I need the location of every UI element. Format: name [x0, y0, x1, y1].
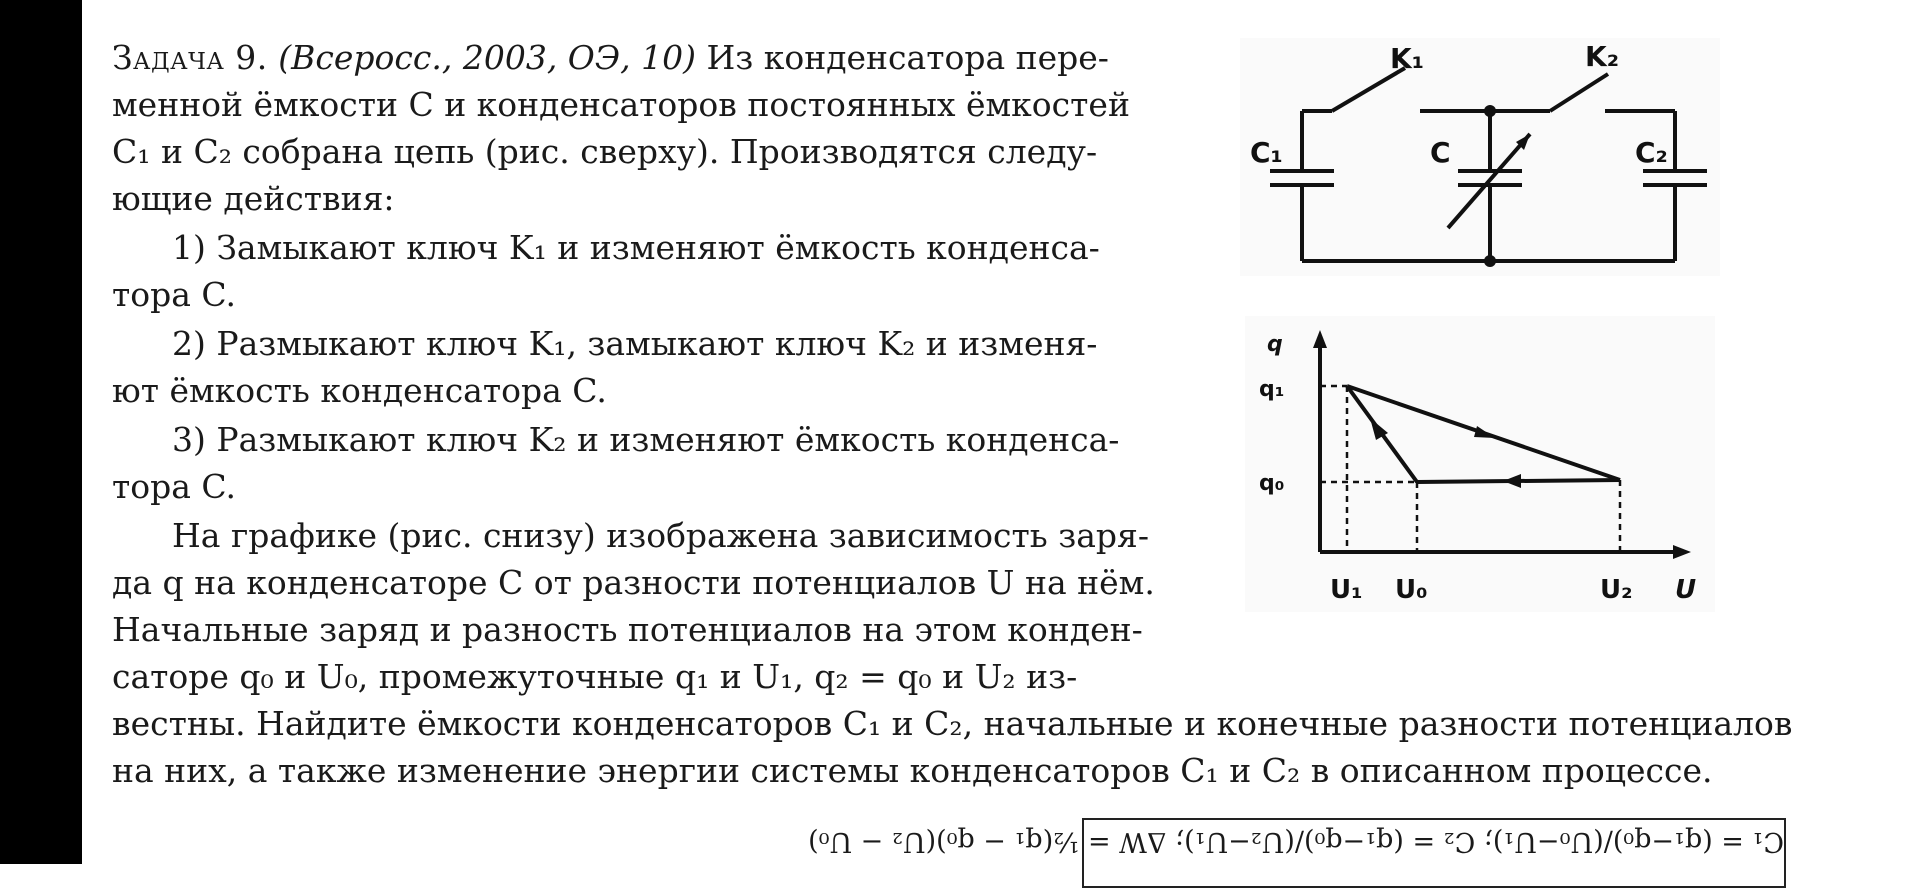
q-axis-arrowhead — [1313, 330, 1327, 348]
u0-tick-label: U₀ — [1395, 575, 1428, 605]
top-node — [1484, 105, 1496, 117]
graph-paragraph-line-1: На графике (рис. снизу) изображена зависимость заря- — [172, 516, 1149, 555]
k1-label: K₁ — [1390, 42, 1424, 75]
graph-paragraph-line-6: на них, а также изменение энергии системы конденсаторов C₁ и C₂ в описанном процессе. — [112, 751, 1713, 790]
problem-line-1-text: Из конденсатора пере- — [695, 38, 1109, 77]
step-2-line-2: ют ёмкость конденсатора C. — [112, 371, 607, 410]
problem-line-2: менной ёмкости C и конденсаторов постоянных ёмкостей — [112, 85, 1130, 124]
u-axis-arrowhead — [1673, 545, 1691, 559]
q-axis-label: q — [1267, 332, 1283, 357]
graph-paragraph-line-2: да q на конденсаторе C от разности потенциалов U на нём. — [112, 563, 1155, 602]
step-2-line-1: 2) Размыкают ключ K₁, замыкают ключ K₂ и изменя- — [172, 324, 1098, 363]
u2-tick-label: U₂ — [1600, 575, 1633, 605]
left-black-margin — [0, 0, 82, 864]
q0-tick-label: q₀ — [1259, 471, 1285, 496]
k2-label: K₂ — [1585, 40, 1619, 73]
charge-voltage-graph — [1245, 316, 1715, 612]
q1-tick-label: q₁ — [1259, 377, 1285, 402]
u-axis-label: U — [1675, 575, 1697, 605]
problem-line-3: C₁ и C₂ собрана цепь (рис. сверху). Производятся следу- — [112, 132, 1098, 171]
graph-paragraph-line-5: вестны. Найдите ёмкости конденсаторов C₁ и C₂, начальные и конечные разности потенциалов — [112, 704, 1793, 743]
step-1-line-1: 1) Замыкают ключ K₁ и изменяют ёмкость конденса- — [172, 228, 1100, 267]
step-3-line-1: 3) Размыкают ключ K₂ и изменяют ёмкость конденса- — [172, 420, 1120, 459]
c1-label: C₁ — [1250, 136, 1283, 169]
graph-paragraph-line-4: саторе q₀ и U₀, промежуточные q₁ и U₁, q₂ = q₀ и U₂ из- — [112, 657, 1078, 696]
circuit-diagram — [1240, 38, 1720, 276]
step-1-line-2: тора C. — [112, 275, 236, 314]
c2-label: C₂ — [1635, 136, 1668, 169]
k2-switch — [1550, 74, 1608, 111]
step-3-line-2: тора C. — [112, 467, 236, 506]
problem-line-4: ющие действия: — [112, 179, 395, 218]
c-label: C — [1430, 136, 1451, 169]
u1-tick-label: U₁ — [1330, 575, 1363, 605]
problem-line-1 — [112, 34, 1109, 81]
answer-text: C₁ = (q₁−q₀)/(U₀−U₁); C₂ = (q₁−q₀)/(U₂−U₁); ΔW = ½(q₁ − q₀)(U₂ − U₀) — [808, 826, 1784, 857]
problem-label: Задача 9. — [112, 38, 268, 77]
bottom-node — [1484, 255, 1496, 267]
answer-box — [808, 818, 1786, 888]
problem-source: (Всеросс., 2003, ОЭ, 10) — [278, 38, 696, 77]
graph-paragraph-line-3: Начальные заряд и разность потенциалов на этом конден- — [112, 610, 1143, 649]
path-step-2-arrow — [1474, 426, 1495, 438]
path-step-3-arrow — [1503, 474, 1521, 488]
